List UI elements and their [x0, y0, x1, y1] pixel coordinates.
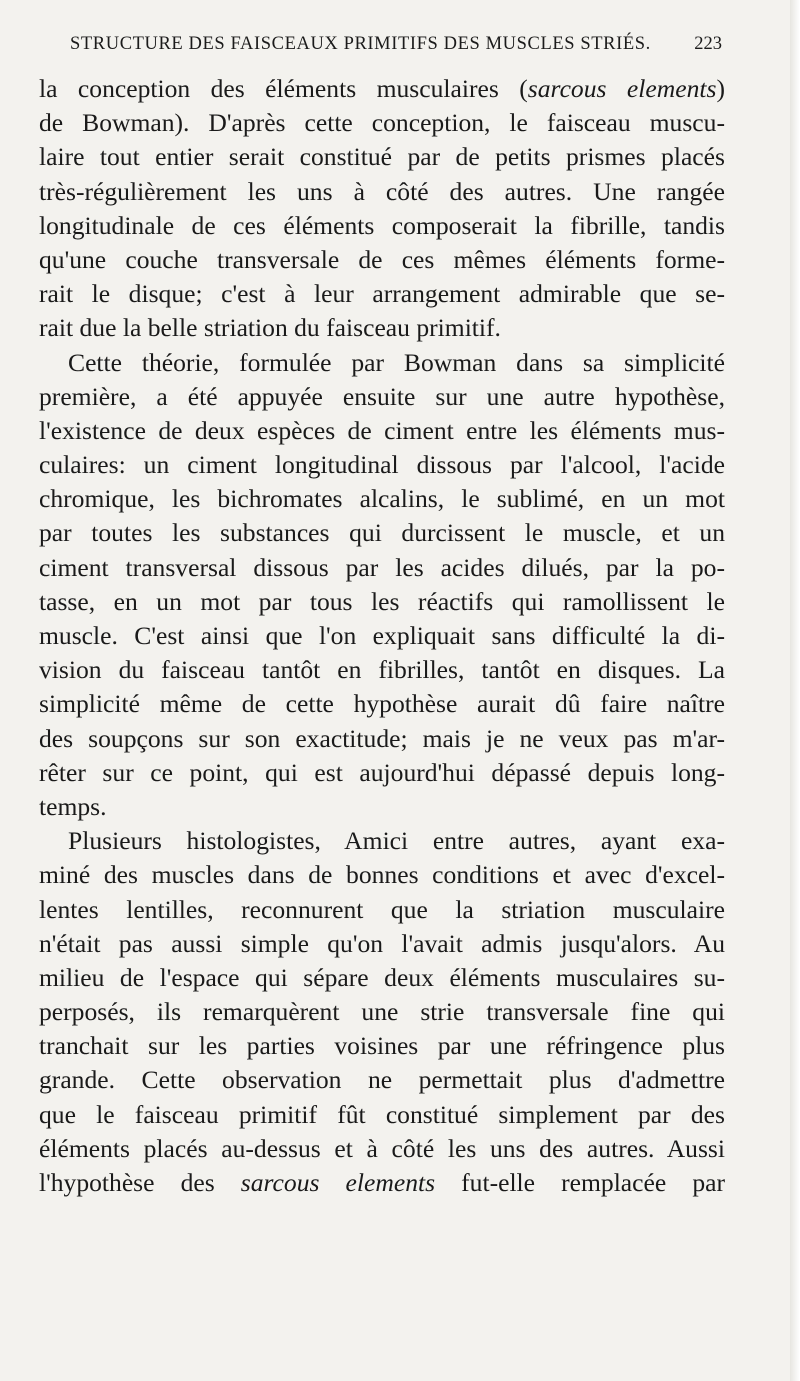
text-line: rait due la belle striation du faisceau primitif. [39, 313, 501, 343]
text-line [39, 72, 725, 106]
text-line: rêter sur ce point, qui est aujourd'hui dépassé depuis long- [39, 757, 725, 787]
text-line: vision du faisceau tantôt en fibrilles, tantôt en disques. La [39, 655, 725, 685]
text-line: qu'une couche transversale de ces mêmes éléments forme- [39, 244, 725, 274]
text-line: culaires: un ciment longitudinal dissous par l'alcool, l'acide [39, 450, 725, 480]
text-line: n'était pas aussi simple qu'on l'avait admis jusqu'alors. Au [39, 928, 725, 958]
text-line: des soupçons sur son exactitude; mais je ne veux pas m'ar- [39, 723, 725, 753]
text-line: laire tout entier serait constitué par de petits prismes placés [39, 142, 725, 172]
text-line: simplicité même de cette hypothèse aurait dû faire naître [39, 689, 725, 719]
text-line: très-régulièrement les uns à côté des autres. Une rangée [39, 176, 725, 206]
body-text [39, 72, 725, 1212]
italic-term: sarcous elements [240, 1168, 436, 1197]
italic-term: sarcous elements [527, 74, 717, 103]
running-head [70, 28, 722, 64]
page-edge [790, 0, 800, 1381]
running-title: STRUCTURE DES FAISCEAUX PRIMITIFS DES MUSCLES STRIÉS. [70, 34, 651, 54]
text-line: temps. [39, 791, 107, 821]
text-segment: fut-elle remplacée par [435, 1168, 725, 1197]
text-line [39, 1166, 725, 1200]
text-line: de Bowman). D'après cette conception, le faisceau muscu- [39, 108, 725, 138]
text-line: lentes lentilles, reconnurent que la striation musculaire [39, 894, 725, 924]
text-line: miné des muscles dans de bonnes conditions et avec d'excel- [39, 860, 725, 890]
text-segment: l'hypothèse des [39, 1168, 241, 1197]
text-line: tranchait sur les parties voisines par une réfringence plus [39, 1031, 725, 1061]
text-line: que le faisceau primitif fût constitué simplement par des [39, 1099, 725, 1129]
text-line: l'existence de deux espèces de ciment entre les éléments mus- [39, 415, 725, 445]
text-line: muscle. C'est ainsi que l'on expliquait sans difficulté la di- [39, 621, 725, 650]
text-line: rait le disque; c'est à leur arrangement admirable que se- [39, 279, 725, 309]
page-number: 223 [694, 34, 722, 54]
text-line: par toutes les substances qui durcissent le muscle, et un [39, 518, 725, 548]
text-line: perposés, ils remarquèrent une strie transversale fine qui [39, 997, 725, 1027]
closing-parenthesis: ) [716, 74, 725, 103]
text-line: tasse, en un mot par tous les réactifs qui ramollissent le [39, 586, 725, 616]
text-line: chromique, les bichromates alcalins, le sublimé, en un mot [39, 484, 725, 514]
text-line: première, a été appuyée ensuite sur une autre hypothèse, [39, 381, 725, 411]
text-line: ciment transversal dissous par les acides dilués, par la po- [39, 552, 725, 582]
text-line: grande. Cette observation ne permettait plus d'admettre [39, 1065, 725, 1095]
text-line: éléments placés au-dessus et à côté les uns des autres. Aussi [39, 1133, 725, 1163]
text-line: milieu de l'espace qui sépare deux éléments musculaires su- [39, 962, 725, 992]
text-line: Cette théorie, formulée par Bowman dans sa simplicité [68, 347, 725, 377]
text-line: Plusieurs histologistes, Amici entre autres, ayant exa- [68, 826, 725, 856]
text-segment: la conception des éléments musculaires ( [39, 74, 528, 103]
text-line: longitudinale de ces éléments composerait la fibrille, tandis [39, 210, 725, 240]
